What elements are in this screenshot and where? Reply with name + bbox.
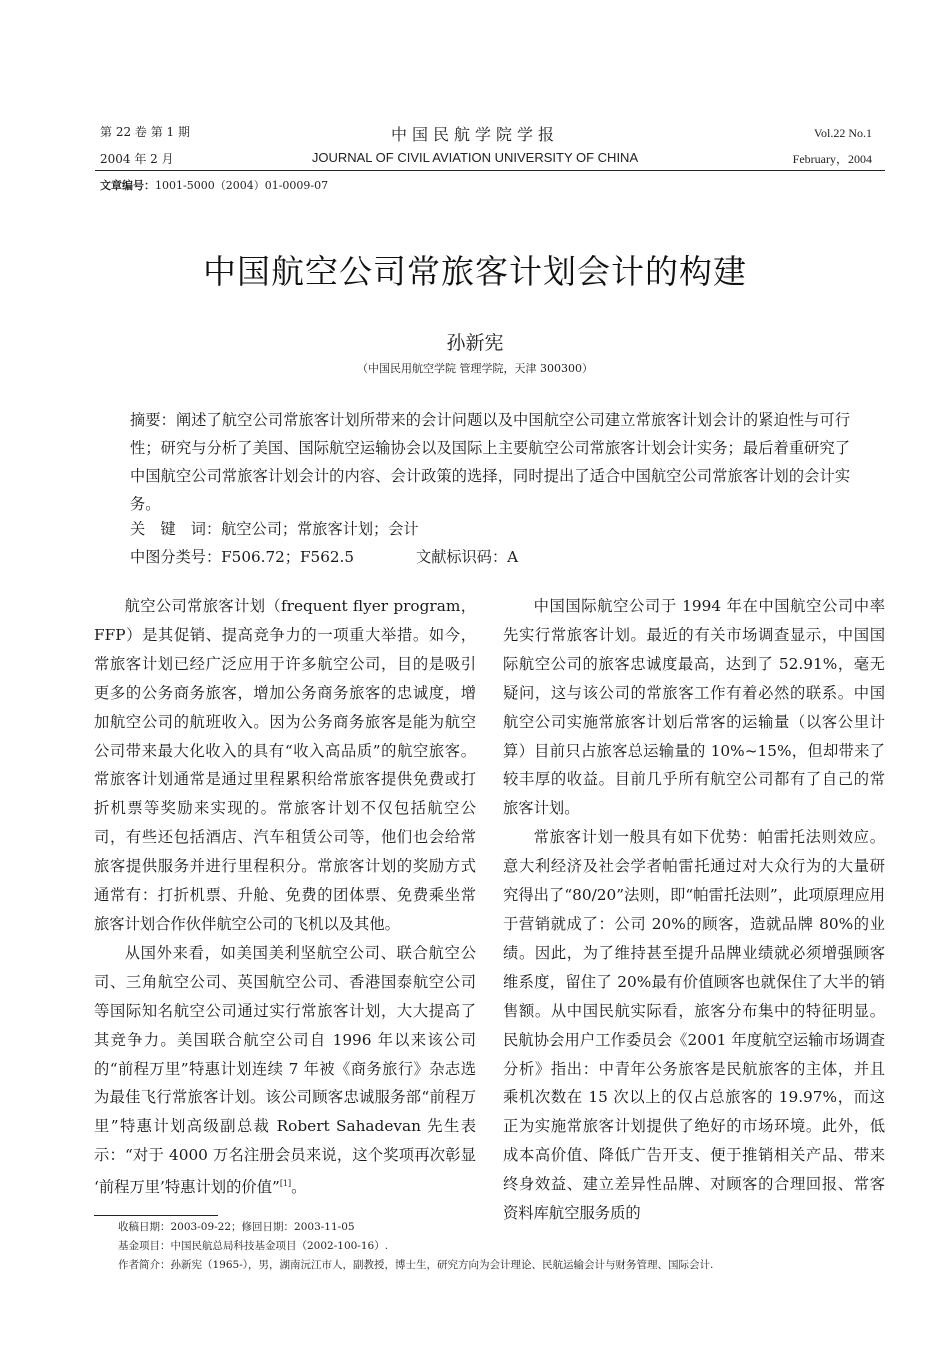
article-number-label: 文章编号： [100, 179, 155, 192]
classification-line [130, 543, 518, 571]
citation-ref: [1] [279, 1179, 292, 1189]
publication-date-cn: 2004 年 2 月 [100, 152, 174, 166]
article-number-value: 1001-5000（2004）01-0009-07 [155, 179, 329, 192]
body-paragraph: 中国国际航空公司于 1994 年在中国航空公司中率先实行常旅客计划。最近的有关市场调查显示，中国国际航空公司的旅客忠诚度最高，达到了 52.91%，毫无疑问，这与该公司的常旅客工作有着必然的联系。中国航空公司实施常旅客计划后常客的运输量（以客公里计算）目前只占旅客总运输量的 10%~15%，但却带来了较丰厚的收益。目前几乎所有航空公司都有了自己的常旅客计划。 [503, 597, 885, 818]
footnote-fund: 基金项目：中国民航总局科技基金项目（2002-100-16）. [118, 1240, 389, 1252]
body-column-left [94, 592, 476, 1202]
journal-title-cn: 中国民航学院学报 [390, 125, 559, 144]
footnote-author-bio: 作者简介：孙新宪（1965-），男，湖南沅江市人，副教授，博士生，研究方向为会计理论、民航运输会计与财务管理、国际会计. [118, 1259, 714, 1271]
article-number [100, 177, 328, 193]
header-rule [95, 170, 885, 171]
affiliation: （中国民用航空学院 管理学院，天津 300300） [357, 362, 593, 375]
clc-number: 中图分类号：F506.72；F562.5 [130, 548, 355, 566]
document-id-code: 文献标识码：A [416, 548, 519, 566]
body-paragraph-text: 从国外来看，如美国美利坚航空公司、联合航空公司、三角航空公司、英国航空公司、香港国泰航空公司等国际知名航空公司通过实行常旅客计划，大大提高了其竞争力。美国联合航空公司自 1996 年以来该公司的“前程万里”特惠计划连续 7 年被《商务旅行》杂志选为最佳飞行常旅客计划。该公司顾客忠诚服务部“前程万里”特惠计划高级副总裁 Robert Sahadevan 先生表示：“对于 4000 万名注册会员来说，这个奖项再次彰显 ‘前程万里’特惠计划的价值” [94, 943, 476, 1197]
body-paragraph-end: 。 [291, 1178, 307, 1197]
keywords: 关 键 词：航空公司；常旅客计划；会计 [130, 520, 419, 538]
author: 孙新宪 [446, 332, 504, 354]
body-column-right [503, 592, 885, 1228]
body-paragraph: 航空公司常旅客计划（frequent flyer program，FFP）是其促销、提高竞争力的一项重大举措。如今，常旅客计划已经广泛应用于许多航空公司，目的是吸引更多的公务商务旅客，增加公务商务旅客的忠诚度，增加航空公司的航班收入。因为公务商务旅客是能为航空公司带来最大化收入的具有“收入高品质”的航空旅客。常旅客计划通常是通过里程累积给常旅客提供免费或打折机票等奖励来实现的。常旅客计划不仅包括航空公司，有些还包括酒店、汽车租赁公司等，他们也会给常旅客提供服务并进行里程积分。常旅客计划的奖励方式通常有：打折机票、升舱、免费的团体票、免费乘坐常旅客计划合作伙伴航空公司的飞机以及其他。 [94, 597, 476, 933]
publication-date-en: February，2004 [792, 152, 872, 166]
journal-title-en: JOURNAL OF CIVIL AVIATION UNIVERSITY OF CHINA [311, 150, 639, 165]
abstract: 摘要：阐述了航空公司常旅客计划所带来的会计问题以及中国航空公司建立常旅客计划会计的紧迫性与可行性；研究与分析了美国、国际航空运输协会以及国际上主要航空公司常旅客计划会计实务；最后着重研究了中国航空公司常旅客计划会计的内容、会计政策的选择，同时提出了适合中国航空公司常旅客计划的会计实务。 [130, 411, 850, 513]
volume-number-en: Vol.22 No.1 [813, 126, 872, 140]
footnote-received: 收稿日期：2003-09-22；修回日期：2003-11-05 [118, 1221, 355, 1233]
volume-issue: 第 22 卷 第 1 期 [100, 125, 190, 139]
body-paragraph: 常旅客计划一般具有如下优势：帕雷托法则效应。意大利经济及社会学者帕雷托通过对大众行为的大量研究得出了“80/20”法则，即“帕雷托法则”，此项原理应用于营销就成了：公司 20%的顾客，造就品牌 80%的业绩。因此，为了维持甚至提升品牌业绩就必须增强顾客维系度，留住了 20%最有价值顾客也就保住了大半的销售额。从中国民航实际看，旅客分布集中的特征明显。民航协会用户工作委员会《2001 年度航空运输市场调查分析》指出：中青年公务旅客是民航旅客的主体，并且乘机次数在 15 次以上的仅占总旅客的 19.97%，而这正为实施常旅客计划提供了绝好的市场环境。此外，低成本高价值、降低广告开支、便于推销相关产品、带来终身效益、建立差异性品牌、对顾客的合理回报、常客资料库航空服务质的 [503, 828, 885, 1223]
footnote-rule [94, 1215, 218, 1216]
body-paragraph [94, 939, 476, 1202]
paper-title: 中国航空公司常旅客计划会计的构建 [203, 252, 747, 291]
